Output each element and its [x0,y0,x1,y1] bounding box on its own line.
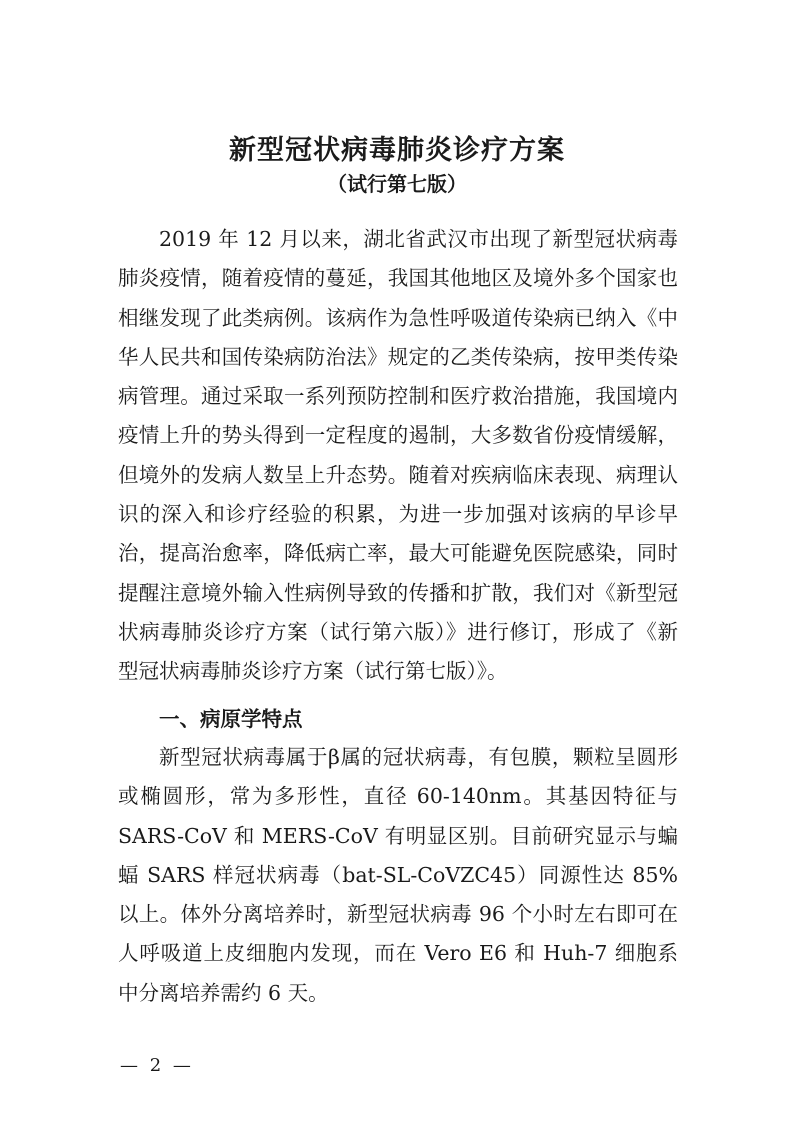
document-subtitle: （试行第七版） [327,172,467,196]
intro-paragraph: 2019 年 12 月以来，湖北省武汉市出现了新型冠状病毒肺炎疫情，随着疫情的蔓延，我国其他地区及境外多个国家也相继发现了此类病例。该病作为急性呼吸道传染病已纳入《中华人民共和国传染病防治法》规定的乙类传染病，按甲类传染病管理。通过采取一系列预防控制和医疗救治措施，我国境内疫情上升的势头得到一定程度的遏制，大多数省份疫情缓解，但境外的发病人数呈上升态势。随着对疾病临床表现、病理认识的深入和诊疗经验的积累，为进一步加强对该病的早诊早治，提高治愈率，降低病亡率，最大可能避免医院感染，同时提醒注意境外输入性病例导致的传播和扩散，我们对《新型冠状病毒肺炎诊疗方案（试行第六版）》进行修订，形成了《新型冠状病毒肺炎诊疗方案（试行第七版）》。 [118,227,678,684]
section-heading: 一、病原学特点 [159,707,303,731]
document-title: 新型冠状病毒肺炎诊疗方案 [229,135,565,166]
page-number: — 2 — [120,1055,194,1076]
pathogen-paragraph: 新型冠状病毒属于β属的冠状病毒，有包膜，颗粒呈圆形或椭圆形，常为多形性，直径 60-140nm。其基因特征与 SARS-CoV 和 MERS-CoV 有明显区别。目前研究显示与蝙蝠 SARS 样冠状病毒（bat-SL-CoVZC45）同源性达 85%以上。体外分离培养时，新型冠状病毒 96 个小时左右即可在人呼吸道上皮细胞内发现，而在 Vero E6 和 Huh-7 细胞系中分离培养需约 6 天。 [118,745,678,1005]
